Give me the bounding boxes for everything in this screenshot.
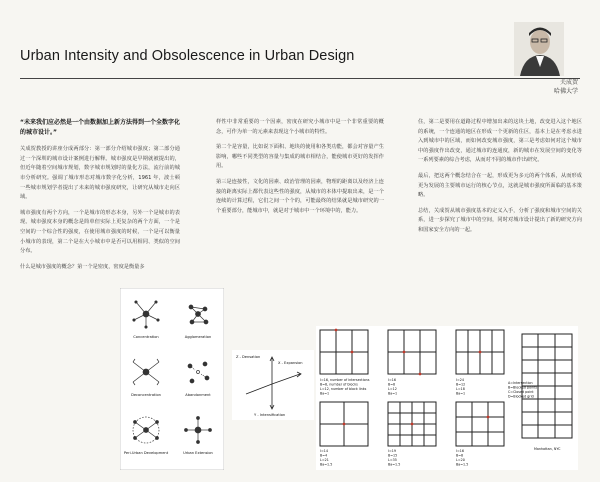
paragraph: 第二个是容量，比如说下面积、地块的使用和各类功能，都会对容量产生影响，哪些不同类型的容量与集成的城市相结合，能使城市更好的发挥作用。 bbox=[216, 144, 384, 170]
paragraph: 最后，把这两个概念结合在一起，形成更为多元的两个体系，从而形成更为发展的主要城市运行的核心节点，这就是城市强度所面临的基本策略。 bbox=[418, 172, 582, 199]
network-label: Deconcentration bbox=[131, 393, 161, 397]
grid-node-marker bbox=[403, 351, 406, 354]
paragraph: 什么是城市强度的概念？第一个是密度，密度是衡量多 bbox=[20, 263, 145, 270]
grid-node-marker bbox=[343, 423, 346, 426]
grid-caption: L=20 bbox=[456, 458, 465, 462]
grid-caption: Ba=1.5 bbox=[320, 462, 333, 467]
grid-side-note: A=Intersection bbox=[508, 381, 533, 385]
axis-label-x: X - Expansion bbox=[278, 361, 303, 365]
grid-caption: B=8, number of blocks bbox=[320, 382, 358, 387]
grid-node-marker bbox=[411, 423, 414, 426]
column-2 bbox=[216, 118, 384, 222]
grid-node-marker bbox=[351, 351, 354, 354]
author-caption bbox=[554, 78, 578, 96]
grid-caption: B=15 bbox=[388, 453, 398, 458]
author-name: 关成贺 bbox=[559, 79, 578, 86]
paragraph: 第三是连接性，文化的因素、政治管理的因素，物理的距离以及经济上连接的距离实际上都代表这些性的强度，从城市的本体中提取出来，是一个连续的计算过程，它们之间一个个的，可能最终的结果就是城市研究的一个重要部分，能城市中，就是对于城市中一个环境中的，能力。 bbox=[216, 178, 384, 214]
grid-caption: I=19 bbox=[388, 449, 396, 453]
grid-node-marker bbox=[335, 329, 338, 332]
author-photo bbox=[514, 22, 564, 76]
axis-diagram bbox=[232, 350, 314, 420]
network-label: Abandonment bbox=[185, 393, 211, 397]
grid-caption: Ba=1.5 bbox=[388, 462, 401, 467]
grid-caption: L=12, number of block links bbox=[320, 387, 367, 391]
axis-label-z: Z - Densation bbox=[236, 355, 261, 359]
grid-side-note: D=Blocked grid bbox=[508, 394, 534, 399]
grid-caption: B=12 bbox=[456, 382, 466, 387]
grid-node-marker bbox=[487, 416, 490, 419]
paragraph: 城市强度有两个方向，一个是城市的形态本身，另外一个是城市的表现。城市强度本身的概念是简单但实际上更复杂的两个方面，一个是空间的一个综合性的强度，在使用城市强度的时候，一个是可以衡量小城市的表现，第二个是在大小城市中是否可以用相同、类似的空间分布。 bbox=[20, 209, 180, 255]
network-label: Urban Extension bbox=[183, 451, 213, 455]
column-1 bbox=[20, 118, 180, 278]
grid-caption: I=16 bbox=[388, 378, 396, 382]
grid-caption: L=35 bbox=[388, 458, 397, 462]
paragraph: 住，第二是要用在道路过程中增加出来的这块土地，改变进入这个地区的系统，一个连通的地区在形成一个更新的住区，基本上是在考虑水进入到城市中的区域，而如何改变城市强度，第三是考虑如何对这个城市中的强度作出改变，通过城市的连通度，新的城市在发展空间的变化等一系列要素的综合考虑，从而对不同的城市作出研究。 bbox=[418, 119, 582, 164]
paragraph: 样性中非常重要的一个因素，密度在研究小城市中是一个非常重要的概念，可作为单一的元素来表现这个小城市的特性。 bbox=[216, 119, 384, 135]
grid-caption: B=8 bbox=[388, 382, 396, 387]
network-label: Concentration bbox=[133, 335, 159, 339]
grid-side-note: B=Blocked points bbox=[508, 385, 538, 390]
paragraph: 关成贺教授的讲座分成两部分：第一部分介绍城市强度；第二部分通过一个深圳的城市设计案例进行解释。城市强度是早期就被提出的，但近年随着空间城市规划，数字城市规划时的量化方法，流行前的城市分析研究。强调了城市形态对城市数字化分析，1961 年，波士顿一些城市规划学者提出了未来的城市强度研究，让研究从城市走向区域。 bbox=[20, 146, 180, 201]
grid-caption: L=12 bbox=[388, 387, 397, 391]
grid-caption: Ba=1.5 bbox=[456, 462, 469, 467]
grid-caption: Ba=1 bbox=[388, 391, 398, 396]
grid-caption: I=16, number of intersections bbox=[320, 378, 370, 382]
network-diagrams-figure bbox=[120, 288, 224, 470]
grid-caption: B=4 bbox=[320, 453, 328, 458]
grid-caption: Ba=1 bbox=[456, 391, 466, 396]
lead-quote: “未来我们应必然是一个由数据加上新方法得到一个全数字化的城市设计。” bbox=[20, 119, 180, 136]
page-title: Urban Intensity and Obsolescence in Urban Design bbox=[20, 48, 355, 64]
block-grids-figure bbox=[316, 326, 578, 470]
author-affiliation: 哈佛大学 bbox=[553, 88, 578, 95]
column-3 bbox=[418, 118, 582, 242]
axis-label-y: Y - Intensification bbox=[254, 413, 286, 417]
grid-caption: I=24 bbox=[456, 378, 464, 382]
grid-side-note: C=Closed point bbox=[508, 390, 534, 394]
grid-caption: I=14 bbox=[320, 449, 328, 453]
grid-side-note: Manhattan, NYC bbox=[534, 447, 561, 451]
grid-node-marker bbox=[479, 351, 482, 354]
network-label: Agglomeration bbox=[184, 335, 212, 339]
network-label: Peri-Urban Development bbox=[123, 451, 169, 455]
title-rule bbox=[20, 78, 580, 79]
grid-node-marker bbox=[419, 373, 422, 376]
paragraph: 总结，关成贺从城市强度基本的定义入手，分析了强度和城市空间的关系，进一步探究了城市中的空间，同时对城市设计提出了新的研究方向和国家安全方向的一起。 bbox=[418, 207, 582, 233]
grid-caption: B=8 bbox=[456, 453, 464, 458]
grid-caption: L=21 bbox=[320, 458, 329, 462]
grid-caption: Ba=1 bbox=[320, 391, 330, 396]
grid-caption: I=16 bbox=[456, 449, 464, 453]
grid-caption: L=18 bbox=[456, 387, 465, 391]
